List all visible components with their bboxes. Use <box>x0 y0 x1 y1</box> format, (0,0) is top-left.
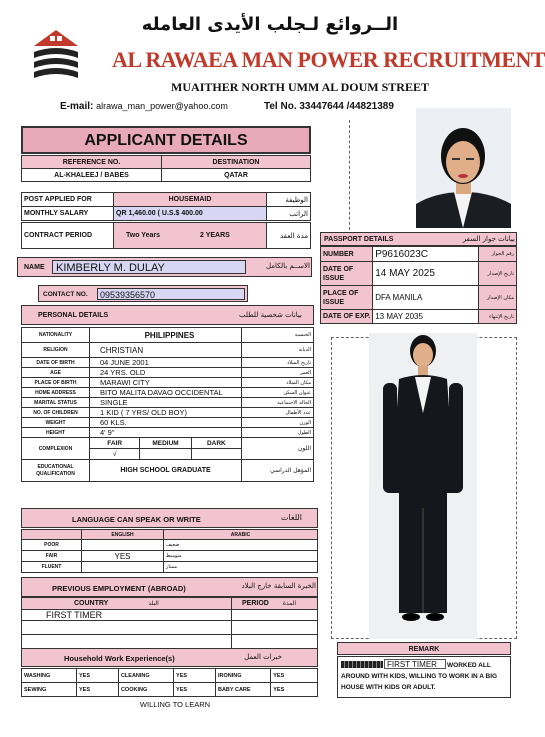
applicant-details-banner: APPLICANT DETAILS <box>21 126 311 154</box>
passport-table: NUMBER P9616023C رقم الجواز DATE OF ISSUE 14 MAY 2025 تاريخ الإصدار PLACE OF ISSUE DFA MANILA مكان الإصدار DATE OF EXP. 13 MAY 2035 تاريخ الإنتهاء <box>320 246 517 324</box>
language-row: FLUENT ممتاز <box>22 562 318 573</box>
language-header: LANGUAGE CAN SPEAK OR WRITE اللغات <box>21 508 318 528</box>
applicant-fullbody-photo <box>369 333 477 639</box>
company-address: MUAITHER NORTH UMM AL DOUM STREET <box>171 80 429 94</box>
personal-row: WEIGHT 60 KLS. الوزن <box>22 418 314 428</box>
contact-row: CONTACT NO. 09539356570 <box>38 285 248 302</box>
name-field: KIMBERLY M. DULAY <box>52 260 246 274</box>
personal-value: PHILIPPINES <box>90 328 242 343</box>
email-address[interactable]: alrawa_man_power@yahoo.com <box>96 101 228 111</box>
email-line: E-mail: alrawa_man_power@yahoo.com <box>60 101 228 112</box>
reference-value: AL-KHALEEJ / BABES <box>22 169 162 182</box>
household-header: Household Work Experience(s) خبرات العمل <box>21 648 318 667</box>
personal-row: DATE OF BIRTH 04 JUNE 2001 تاريخ الميلاد <box>22 358 314 368</box>
personal-value: MARAWI CITY <box>90 378 242 388</box>
destination-value: QATAR <box>162 169 311 182</box>
tel-line: Tel No. 33447644 /44821389 <box>264 101 394 112</box>
passport-expiry: 13 MAY 2035 <box>373 310 479 324</box>
personal-row: HOME ADDRESS BITO MALITA DAVAO OCCIDENTAL عنوان السكن <box>22 388 314 398</box>
household-note: WILLING TO LEARN <box>139 700 211 709</box>
language-row: POOR ضعيف <box>22 540 318 551</box>
language-row: FAIR YES متوسط <box>22 551 318 562</box>
post-table: POST APPLIED FOR HOUSEMAID الوظيفة MONTHLY SALARY QR 1,460.00 ( U.S.$ 400.00 الراتب <box>21 192 311 221</box>
name-row: NAME KIMBERLY M. DULAY الاســم بالكامل <box>17 257 312 277</box>
remark-header: REMARK <box>337 642 511 655</box>
contact-field: 09539356570 <box>97 288 245 300</box>
employment-country-value: FIRST TIMER <box>22 610 232 621</box>
personal-value: 24 YRS. OLD <box>90 368 242 378</box>
passport-issue-date: 14 MAY 2025 <box>373 262 479 286</box>
passport-header: PASSPORT DETAILS بيانات جواز السفر <box>320 232 517 246</box>
remark-box <box>337 656 511 698</box>
personal-value: 60 KLS. <box>90 418 242 428</box>
household-table <box>21 668 318 697</box>
contract-value: Two Years 2 YEARS <box>114 223 267 249</box>
personal-value: 1 KID ( 7 YRS/ OLD BOY) <box>90 408 242 418</box>
education-value: HIGH SCHOOL GRADUATE <box>90 460 242 482</box>
personal-row: MARITAL STATUS SINGLE الحالة الاجتماعية <box>22 398 314 408</box>
personal-row: RELIGION CHRISTIAN الديانة <box>22 343 314 358</box>
personal-value: BITO MALITA DAVAO OCCIDENTAL <box>90 388 242 398</box>
personal-row: AGE 24 YRS. OLD العمر <box>22 368 314 378</box>
arabic-company-title: الــروائع لـجلب الأيدى العامله <box>141 14 399 35</box>
remark-text: WORKED ALL AROUND WITH KIDS, WILLING TO WORK IN A BIG HOUSE WITH KIDS OR ADULT. <box>341 662 498 691</box>
personal-value: 4' 9" <box>90 428 242 438</box>
passport-place: DFA MANILA <box>373 286 479 310</box>
personal-row: NATIONALITY PHILIPPINES الجنسية <box>22 328 314 343</box>
complexion-check: √ <box>90 449 140 459</box>
personal-details-table: NATIONALITY PHILIPPINES الجنسية RELIGION CHRISTIAN الديانة DATE OF BIRTH 04 JUNE 2001 تاريخ الميلاد AGE 24 YRS. OLD العمر PLACE OF BIRTH MARAWI CITY مكان الميلاد HOME ADDRESS BITO MALITA DAVAO OCCIDENTAL عنوان السكن MARITAL STATUS SINGLE الحالة الاجتماعية NO. OF CHILDREN 1 KID ( 7 YRS/ OLD BOY) عدد الأطفال WEIGHT 60 KLS. الوزن HEIGHT 4' 9" الطول COMPLEXION FAIR MEDIUM DARK اللون √ EDUCATIONAL QUALIFICATION HIGH SCHOOL GRADUATE المؤهل الدراسي <box>21 327 314 482</box>
personal-value: 04 JUNE 2001 <box>90 358 242 368</box>
personal-row: NO. OF CHILDREN 1 KID ( 7 YRS/ OLD BOY) عدد الأطفال <box>22 408 314 418</box>
post-value: HOUSEMAID <box>114 193 267 207</box>
reference-table: REFERENCE NO. DESTINATION AL-KHALEEJ / BABES QATAR <box>21 155 311 182</box>
company-name: AL RAWAEA MAN POWER RECRUITMENT <box>112 47 545 72</box>
personal-value: SINGLE <box>90 398 242 408</box>
personal-row: HEIGHT 4' 9" الطول <box>22 428 314 438</box>
language-table: ENGLISH ARABIC POOR ضعيف FAIR YES متوسط FLUENT ممتاز <box>21 529 318 573</box>
personal-row: PLACE OF BIRTH MARAWI CITY مكان الميلاد <box>22 378 314 388</box>
household-row: SEWING YES COOKING YES BABY CARE YES <box>22 683 318 697</box>
household-row: WASHING YES CLEANING YES IRONING YES <box>22 669 318 683</box>
applicant-headshot <box>416 108 511 228</box>
personal-details-header: PERSONAL DETAILS بيانات شخصية للطلب <box>21 305 314 325</box>
contract-table: CONTRACT PERIOD Two Years 2 YEARS مدة العقد <box>21 222 311 249</box>
salary-value: QR 1,460.00 ( U.S.$ 400.00 <box>114 207 267 221</box>
employment-table: COUNTRY البلد PERIOD المدة FIRST TIMER <box>21 597 318 649</box>
personal-value: CHRISTIAN <box>90 343 242 358</box>
passport-number: P9616023C <box>373 247 479 262</box>
remark-overlay-field: FIRST TIMER <box>384 659 446 669</box>
company-logo <box>32 28 80 80</box>
employment-header: PREVIOUS EMPLOYMENT (ABROAD) الخبرة السابقة خارج البلاد <box>21 577 318 597</box>
photo-frame-left-border <box>349 120 350 230</box>
